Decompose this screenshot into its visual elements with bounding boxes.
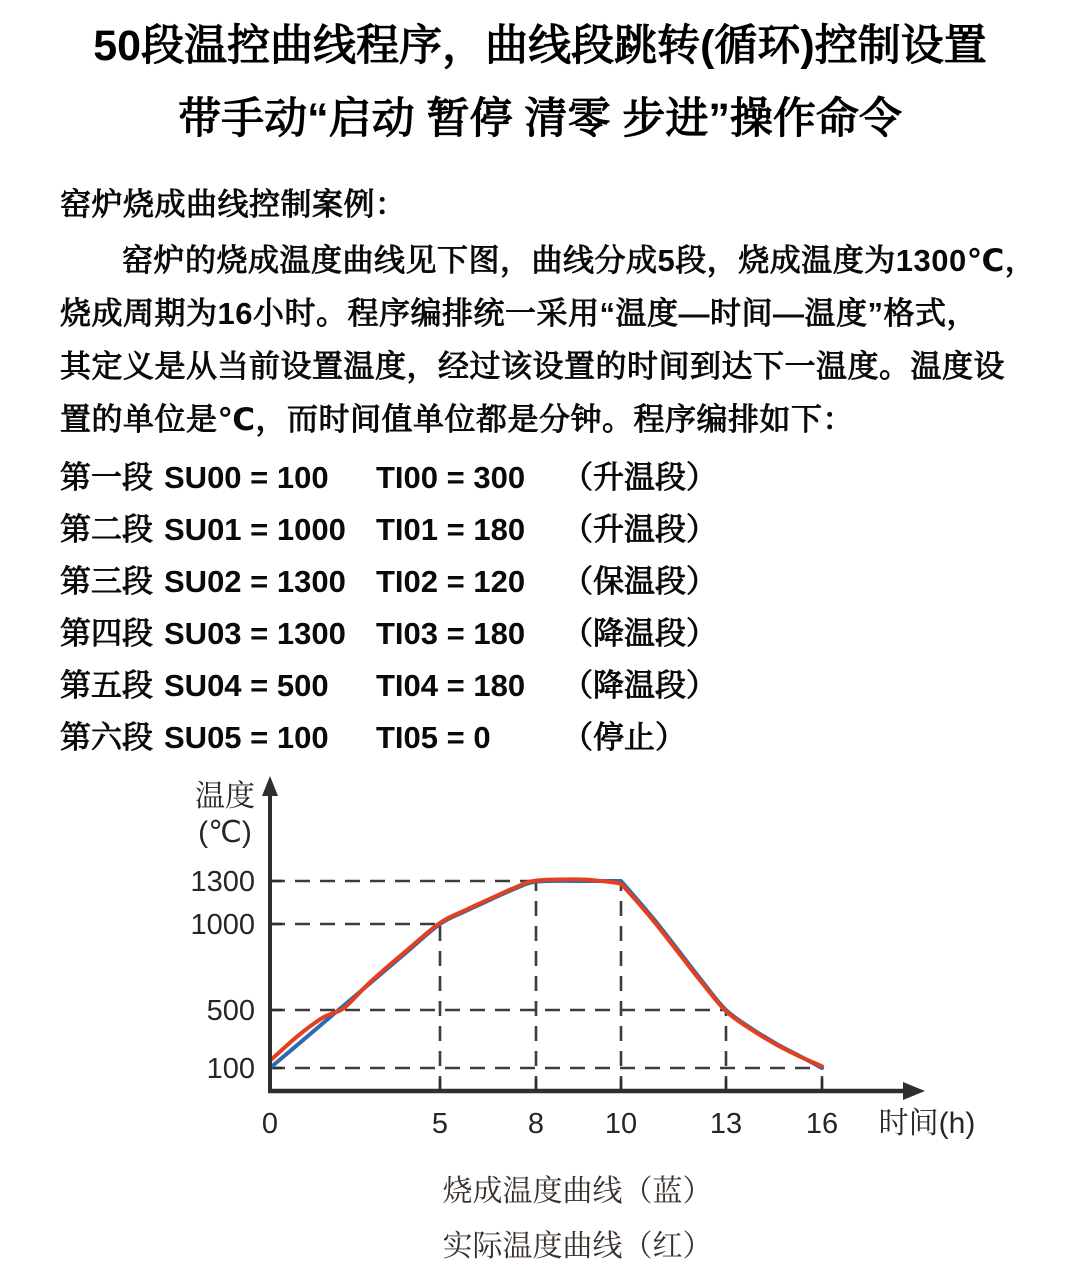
ti-value: TI00 = 300 (376, 460, 526, 495)
x-axis-arrow (903, 1082, 925, 1100)
program-row (60, 556, 1020, 608)
segment-note: （降温段） (562, 616, 717, 651)
segment-label: 第三段 (60, 564, 153, 599)
su-value: SU05 = 100 (164, 720, 329, 755)
y-tick-label-1300: 1300 (190, 866, 255, 898)
su-value: SU03 = 1300 (164, 616, 346, 651)
firing-curve-chart-svg (95, 766, 995, 1159)
paragraph-line: 烧成周期为16小时。程序编排统一采用“温度—时间—温度”格式， (60, 296, 978, 331)
segment-note: （保温段） (562, 564, 717, 599)
title-line-1: 50段温控曲线程序，曲线段跳转(循环)控制设置 (93, 22, 987, 70)
y-tick-label-1000: 1000 (190, 909, 255, 941)
program-row (60, 504, 1020, 556)
program-row (60, 608, 1020, 660)
segment-note: （升温段） (562, 460, 717, 495)
x-tick-label-10: 10 (604, 1108, 638, 1140)
su-value: SU00 = 100 (164, 460, 329, 495)
y-tick-label-100: 100 (206, 1053, 255, 1085)
ti-value: TI05 = 0 (376, 720, 491, 755)
paragraph-line: 置的单位是℃，而时间值单位都是分钟。程序编排如下： (60, 402, 855, 437)
paragraph-line: 其定义是从当前设置温度，经过该设置的时间到达下一温度。温度设 (60, 349, 1005, 384)
y-axis-arrow (262, 776, 278, 796)
y-tick-label-500: 500 (206, 995, 255, 1027)
segment-note: （升温段） (562, 512, 717, 547)
su-value: SU01 = 1000 (164, 512, 346, 547)
segment-label: 第一段 (60, 460, 153, 495)
segment-label: 第五段 (60, 668, 153, 703)
y-axis-title: 温度 (195, 780, 255, 813)
segment-label: 第六段 (60, 720, 153, 755)
program-row (60, 712, 1020, 764)
actual-curve (270, 879, 822, 1066)
x-tick-label-0: 0 (261, 1108, 279, 1140)
program-row (60, 660, 1020, 712)
title-line-2: 带手动“启动 暂停 清零 步进”操作命令 (178, 95, 902, 143)
x-tick-label-5: 5 (431, 1108, 449, 1140)
x-tick-label-13: 13 (709, 1108, 743, 1140)
setpoint-curve (270, 881, 822, 1068)
ti-value: TI03 = 180 (376, 616, 526, 651)
program-row (60, 452, 1020, 504)
ti-value: TI02 = 120 (376, 564, 526, 599)
document-title (60, 10, 1020, 156)
paragraph-line: 窑炉的烧成温度曲线见下图，曲线分成5段，烧成温度为1300℃， (122, 243, 1037, 278)
su-value: SU04 = 500 (164, 668, 329, 703)
firing-curve-chart (95, 766, 995, 1164)
ti-value: TI01 = 180 (376, 512, 526, 547)
su-value: SU02 = 1300 (164, 564, 346, 599)
case-paragraph (60, 234, 1037, 446)
case-heading: 窑炉烧成曲线控制案例： (60, 187, 407, 222)
x-tick-label-16: 16 (805, 1108, 839, 1140)
x-axis-title: 时间(h) (878, 1107, 976, 1140)
segment-label: 第四段 (60, 616, 153, 651)
segment-note: （降温段） (562, 668, 717, 703)
legend-blue-label: 烧成温度曲线（蓝） (442, 1175, 713, 1208)
legend-red-label: 实际温度曲线（红） (442, 1230, 713, 1263)
program-list (60, 452, 1020, 764)
ti-value: TI04 = 180 (376, 668, 526, 703)
chart-legend (95, 1164, 995, 1274)
x-tick-label-8: 8 (527, 1108, 545, 1140)
y-axis-unit: (℃) (198, 816, 252, 849)
segment-note: （停止） (562, 720, 686, 755)
segment-label: 第二段 (60, 512, 153, 547)
